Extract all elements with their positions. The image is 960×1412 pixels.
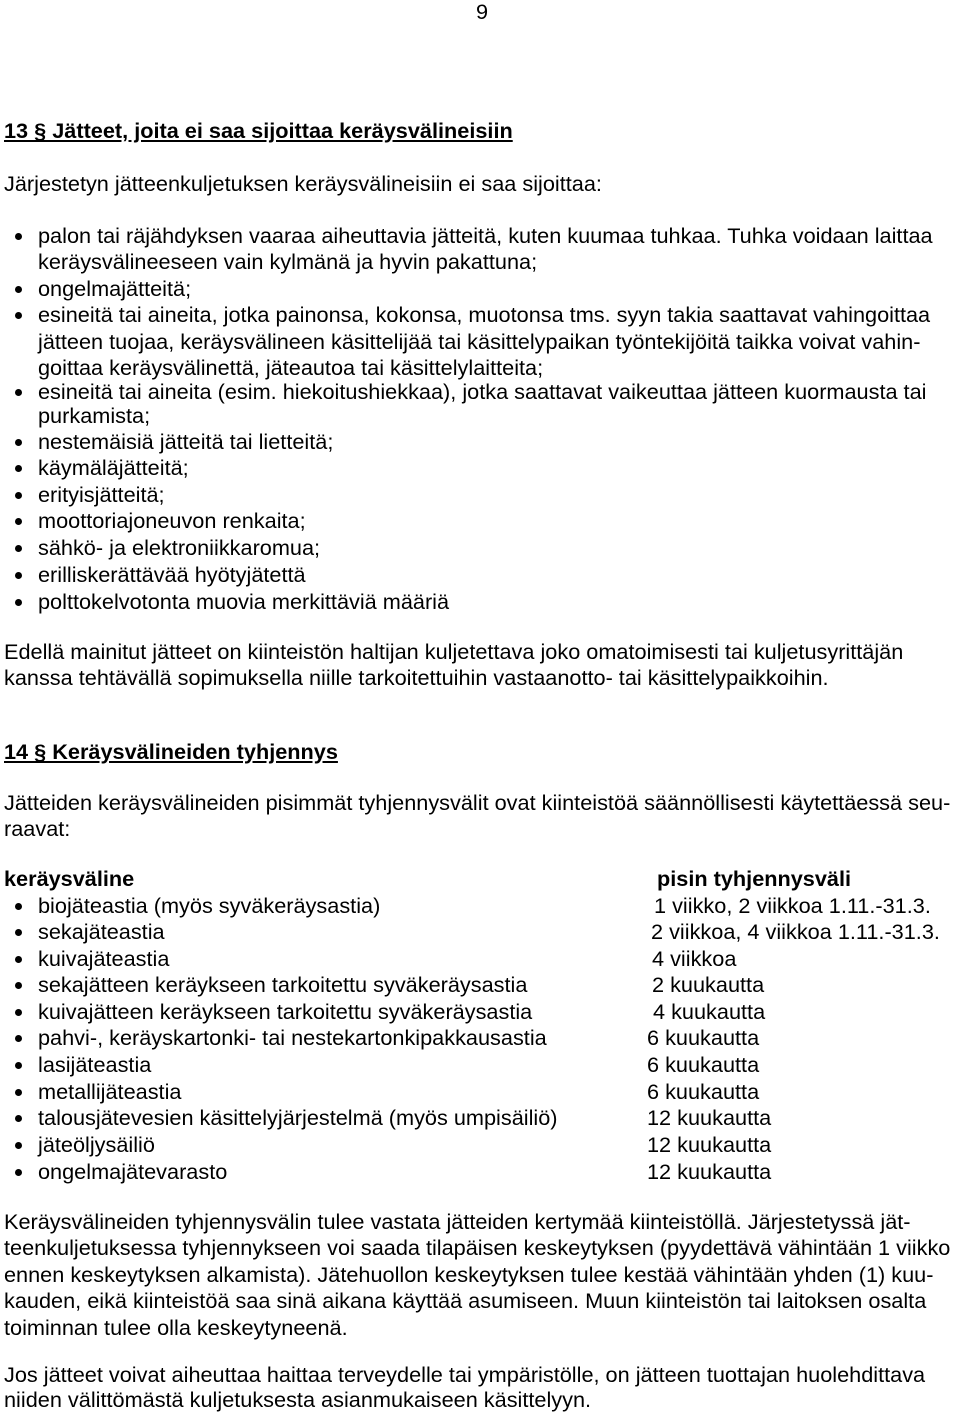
- table-row-interval: 12 kuukautta: [647, 1159, 772, 1184]
- list-item-line: palon tai räjähdyksen vaaraa aiheuttavia jätteitä, kuten kuumaa tuhkaa. Tuhka voidaan laittaa: [38, 223, 933, 248]
- bullet-icon: [15, 286, 22, 293]
- bullet-icon: [15, 982, 22, 989]
- list-item-line: käymäläjätteitä;: [38, 455, 189, 480]
- bullet-icon: [15, 465, 22, 472]
- table-row-interval: 4 viikkoa: [652, 946, 737, 971]
- table-row-container: kuivajätteen keräykseen tarkoitettu syväkeräysastia: [38, 999, 533, 1024]
- list-item-line: ongelmajätteitä;: [38, 276, 192, 301]
- table-row-container: biojäteastia (myös syväkeräysastia): [38, 893, 381, 918]
- section-14-paragraph-1-line: teenkuljetuksessa tyhjennykseen voi saada tilapäisen keskeytyksen (pyydettävä vähintään 1 viikko: [4, 1235, 951, 1260]
- section-13-closing-line: Edellä mainitut jätteet on kiinteistön haltijan kuljetettava joko omatoimisesti tai kuljetusyrittäjän: [4, 639, 904, 664]
- table-row-interval: 4 kuukautta: [653, 999, 766, 1024]
- table-row-interval: 6 kuukautta: [647, 1025, 760, 1050]
- table-row-container: ongelmajätevarasto: [38, 1159, 228, 1184]
- table-header-interval: pisin tyhjennysväli: [657, 866, 852, 891]
- table-row-interval: 6 kuukautta: [647, 1052, 760, 1077]
- table-row-interval: 1 viikko, 2 viikkoa 1.11.-31.3.: [654, 893, 931, 918]
- table-row-container: metallijäteastia: [38, 1079, 182, 1104]
- table-row-container: sekajäteastia: [38, 919, 165, 944]
- section-13-closing-line: kanssa tehtävällä sopimuksella niille tarkoitettuihin vastaanotto- tai käsittelypaikkoihin.: [4, 665, 829, 690]
- table-row-container: pahvi-, keräyskartonki- tai nestekartonkipakkausastia: [38, 1025, 547, 1050]
- table-row-container: kuivajäteastia: [38, 946, 170, 971]
- list-item-line: esineitä tai aineita, jotka painonsa, kokonsa, muotonsa tms. syyn takia saattavat vahingoittaa: [38, 302, 931, 327]
- bullet-icon: [15, 545, 22, 552]
- table-row-interval: 6 kuukautta: [647, 1079, 760, 1104]
- table-row-container: lasijäteastia: [38, 1052, 152, 1077]
- section-14-paragraph-1-line: kauden, eikä kiinteistöä saa sinä aikana käyttää asumiseen. Muun kiinteistön tai laitoksen osalta: [4, 1288, 927, 1313]
- bullet-icon: [15, 233, 22, 240]
- table-row-interval: 2 kuukautta: [652, 972, 765, 997]
- bullet-icon: [15, 1089, 22, 1096]
- section-14-paragraph-2-line: Jos jätteet voivat aiheuttaa haittaa terveydelle tai ympäristölle, on jätteen tuottajan huolehdittava: [4, 1362, 926, 1387]
- list-item-line: sähkö- ja elektroniikkaromua;: [38, 535, 321, 560]
- section-14-paragraph-1-line: ennen keskeytyksen alkamista). Jätehuollon keskeytyksen tulee kestää vähintään yhden (1) kuu-: [4, 1262, 934, 1287]
- list-item-line: moottoriajoneuvon renkaita;: [38, 508, 306, 533]
- bullet-icon: [15, 492, 22, 499]
- section-14-intro-line: Jätteiden keräysvälineiden pisimmät tyhjennysvälit ovat kiinteistöä säännöllisesti käytettäessä seu-: [4, 790, 951, 815]
- list-item-line: nestemäisiä jätteitä tai lietteitä;: [38, 429, 334, 454]
- list-item-line: jätteen tuojaa, keräysvälineen käsittelijää tai käsittelypaikan työntekijöitä taikka voivat vahin-: [38, 329, 921, 354]
- section-14-heading: 14 § Keräysvälineiden tyhjennys: [4, 739, 338, 764]
- bullet-icon: [15, 518, 22, 525]
- bullet-icon: [15, 1115, 22, 1122]
- bullet-icon: [15, 599, 22, 606]
- section-14-paragraph-1-line: toiminnan tulee olla keskeytyneenä.: [4, 1315, 348, 1340]
- section-14-paragraph-1-line: Keräysvälineiden tyhjennysvälin tulee vastata jätteiden kertymää kiinteistöllä. Järjestetyssä jät-: [4, 1209, 911, 1234]
- table-row-interval: 2 viikkoa, 4 viikkoa 1.11.-31.3.: [651, 919, 940, 944]
- bullet-icon: [15, 572, 22, 579]
- list-item-line: esineitä tai aineita (esim. hiekoitushiekkaa), jotka saattavat vaikeuttaa jätteen kuormausta tai: [38, 379, 927, 404]
- list-item-line: keräysvälineeseen vain kylmänä ja hyvin pakattuna;: [38, 249, 538, 274]
- bullet-icon: [15, 1035, 22, 1042]
- bullet-icon: [15, 389, 22, 396]
- section-13-heading: 13 § Jätteet, joita ei saa sijoittaa keräysvälineisiin: [4, 118, 513, 143]
- list-item-line: goittaa keräysvälinettä, jäteautoa tai käsittelylaitteita;: [38, 355, 544, 380]
- table-row-container: jäteöljysäiliö: [38, 1132, 155, 1157]
- bullet-icon: [15, 1062, 22, 1069]
- section-13-intro: Järjestetyn jätteenkuljetuksen keräysvälineisiin ei saa sijoittaa:: [4, 171, 602, 196]
- table-row-container: talousjätevesien käsittelyjärjestelmä (myös umpisäiliö): [38, 1105, 558, 1130]
- bullet-icon: [15, 903, 22, 910]
- list-item-line: erilliskerättävää hyötyjätettä: [38, 562, 306, 587]
- list-item-line: polttokelvotonta muovia merkittäviä määriä: [38, 589, 450, 614]
- page-number: 9: [476, 0, 489, 24]
- bullet-icon: [15, 1169, 22, 1176]
- table-row-interval: 12 kuukautta: [647, 1132, 772, 1157]
- bullet-icon: [15, 929, 22, 936]
- bullet-icon: [15, 312, 22, 319]
- section-14-intro-line: raavat:: [4, 816, 71, 841]
- table-header-container: keräysväline: [4, 866, 135, 891]
- bullet-icon: [15, 439, 22, 446]
- table-row-container: sekajätteen keräykseen tarkoitettu syväkeräysastia: [38, 972, 528, 997]
- bullet-icon: [15, 1142, 22, 1149]
- table-row-interval: 12 kuukautta: [647, 1105, 772, 1130]
- list-item-line: erityisjätteitä;: [38, 482, 165, 507]
- section-14-paragraph-2-line: niiden välittömästä kuljetuksesta asianmukaiseen käsittelyyn.: [4, 1387, 592, 1412]
- bullet-icon: [15, 1009, 22, 1016]
- bullet-icon: [15, 956, 22, 963]
- list-item-line: purkamista;: [38, 403, 151, 428]
